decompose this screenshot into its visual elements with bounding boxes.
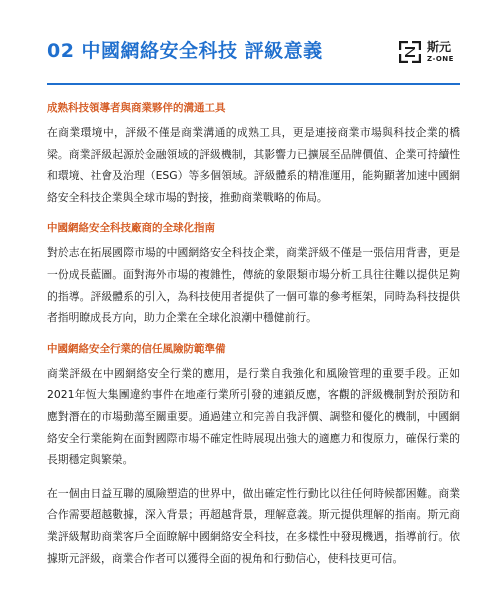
- section-communication-tool: [47, 100, 460, 208]
- page-title: 02 中國網絡安全科技 評級意義: [47, 40, 323, 62]
- section-body: 對於志在拓展國際市場的中國網絡安全科技企業，商業評級不僅是一張信用背書，更是一份成長藍圖。面對海外市場的複雜性，傳統的象限類市場分析工具往往難以提供足夠的指導。評級體系的引入，為科技使用者提供了一個可靠的參考框架，同時為科技提供者指明瞭成長方向，助力企業在全球化浪潮中穩健前行。: [47, 246, 460, 325]
- section-globalization-guide: [47, 220, 460, 328]
- section-heading: 中國網絡安全行業的信任風險防範準備: [47, 342, 226, 355]
- section-heading: 成熟科技領導者與商業夥伴的溝通工具: [47, 102, 226, 114]
- logo-name-en: Z-ONE: [427, 55, 454, 63]
- z-one-logo-icon: [398, 40, 422, 64]
- section-body: 商業評級在中國網絡安全行業的應用，是行業自我強化和風險管理的重要手段。正如2021年恆大集團違約事件在地產行業所引發的連鎖反應，客觀的評級機制對於預防和應對潛在的市場動蕩至關重要。通過建立和完善自我評價、調整和優化的機制，中國網絡安全行業能夠在面對國際市場不確定性時展現出強大的適應力和復原力，確保行業的長期穩定與繁榮。: [47, 366, 460, 467]
- logo-name-cn: 斯元: [427, 40, 452, 54]
- section-body: 在商業環境中，評級不僅是商業溝通的成熟工具，更是連接商業市場與科技企業的橋梁。商業評級起源於金融領域的評級機制，其影響力已擴展至品牌價值、企業可持續性和環境、社會及治理（ESG）等多個領域。評級體系的精准運用，能夠顯著加速中國網絡安全科技企業與全球市場的對接，推動商業戰略的佈局。: [47, 126, 460, 204]
- section-trust-risk: [47, 341, 460, 471]
- page-header: [47, 36, 460, 76]
- section-heading: 中國網絡安全科技廠商的全球化指南: [47, 222, 215, 235]
- header-divider: [47, 83, 460, 85]
- closing-text: 在一個由日益互聯的風險塑造的世界中，做出確定性行動比以往任何時候都困難。商業合作需要超越數據，深入背景；再超越背景，理解意義。斯元提供理解的指南。斯元商業評級幫助商業客戶全面瞭解中國網絡安全科技，在多樣性中發現機遇，指導前行。依據斯元評級，商業合作者可以獲得全面的視角和行動信心，使科技更可信。: [47, 486, 460, 565]
- closing-paragraph: [47, 483, 460, 569]
- main-content: [47, 100, 460, 569]
- brand-logo: [398, 38, 460, 68]
